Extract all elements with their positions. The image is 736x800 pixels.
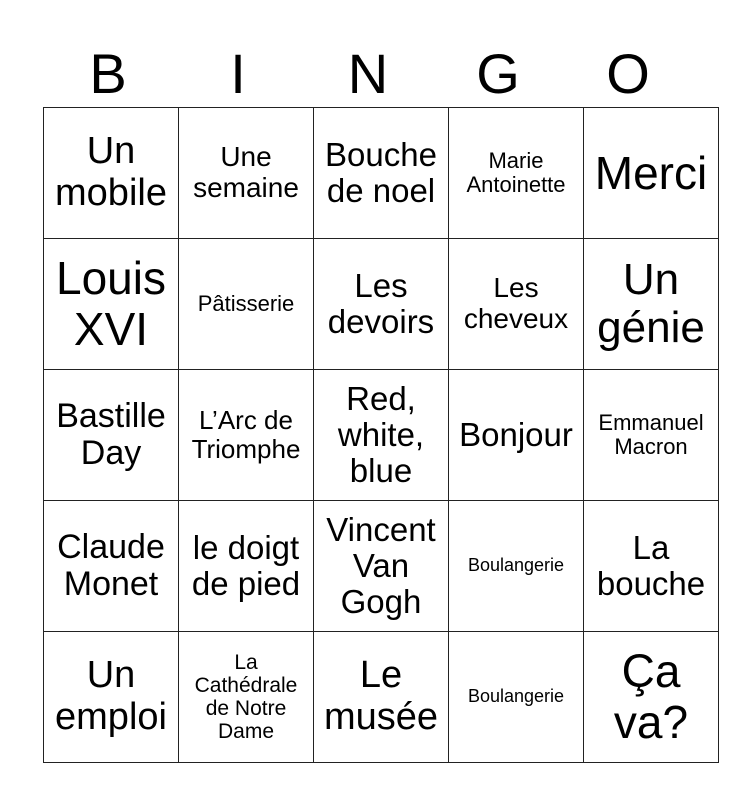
- bingo-cell[interactable]: La Cathédrale de Notre Dame: [179, 632, 314, 763]
- bingo-cell[interactable]: L’Arc de Triomphe: [179, 370, 314, 501]
- bingo-cell[interactable]: Les cheveux: [449, 239, 584, 370]
- grid-row: [44, 501, 719, 632]
- bingo-cell[interactable]: Marie Antoinette: [449, 108, 584, 239]
- grid-row: [44, 632, 719, 763]
- bingo-header: [43, 40, 693, 107]
- bingo-grid: [43, 107, 719, 763]
- bingo-cell[interactable]: le doigt de pied: [179, 501, 314, 632]
- bingo-cell[interactable]: Boulangerie: [449, 632, 584, 763]
- bingo-cell[interactable]: Ça va?: [584, 632, 719, 763]
- bingo-cell[interactable]: Un mobile: [44, 108, 179, 239]
- header-letter: G: [476, 42, 520, 105]
- bingo-cell[interactable]: Emmanuel Macron: [584, 370, 719, 501]
- bingo-cell[interactable]: Bouche de noel: [314, 108, 449, 239]
- header-letter: N: [347, 42, 389, 105]
- bingo-cell[interactable]: La bouche: [584, 501, 719, 632]
- header-letter: B: [89, 42, 127, 105]
- bingo-cell[interactable]: Une semaine: [179, 108, 314, 239]
- grid-row: [44, 108, 719, 239]
- bingo-cell[interactable]: Vincent Van Gogh: [314, 501, 449, 632]
- bingo-cell[interactable]: Un emploi: [44, 632, 179, 763]
- bingo-cell[interactable]: Pâtisserie: [179, 239, 314, 370]
- bingo-cell[interactable]: Claude Monet: [44, 501, 179, 632]
- bingo-cell[interactable]: Un génie: [584, 239, 719, 370]
- bingo-cell[interactable]: Le musée: [314, 632, 449, 763]
- bingo-cell[interactable]: Merci: [584, 108, 719, 239]
- bingo-cell[interactable]: Louis XVI: [44, 239, 179, 370]
- bingo-cell[interactable]: Bonjour: [449, 370, 584, 501]
- bingo-cell[interactable]: Bastille Day: [44, 370, 179, 501]
- header-letter: O: [606, 42, 650, 105]
- header-letter: I: [230, 42, 246, 105]
- bingo-cell[interactable]: Red, white, blue: [314, 370, 449, 501]
- grid-row: [44, 239, 719, 370]
- bingo-cell[interactable]: Les devoirs: [314, 239, 449, 370]
- bingo-cell[interactable]: Boulangerie: [449, 501, 584, 632]
- grid-row: [44, 370, 719, 501]
